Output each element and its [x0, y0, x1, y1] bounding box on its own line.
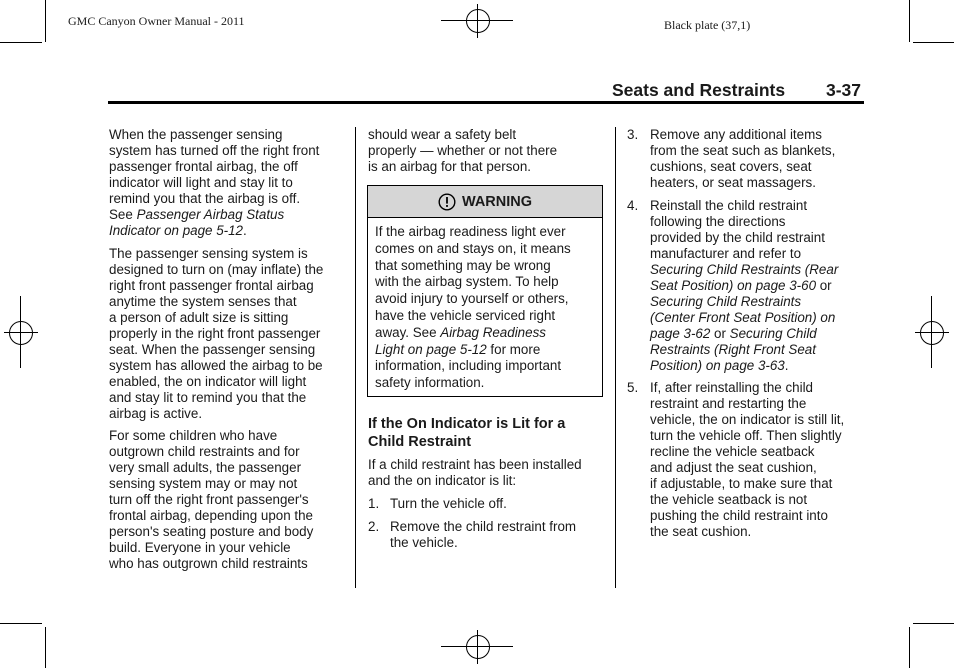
warning-header: [368, 186, 602, 218]
plate-label: Black plate (37,1): [664, 18, 751, 32]
crop-mark: [0, 623, 42, 624]
subsection-heading: If the On Indicator is Lit for a Child Restraint: [368, 416, 566, 450]
cross-reference: Securing Child Restraints: [650, 294, 802, 309]
cross-reference: Passenger Airbag Status: [136, 207, 285, 222]
step-1: Turn the vehicle off.: [390, 496, 507, 511]
step-3: Remove any additional items from the seat such as blankets, cushions, seat covers, seat heaters, or seat massagers.: [650, 127, 836, 190]
cross-reference: page 3-62: [650, 326, 711, 341]
warning-title: WARNING: [461, 193, 533, 210]
crop-mark: [45, 627, 46, 668]
crop-mark: [45, 0, 46, 42]
step-number: 2.: [368, 519, 380, 534]
section-title: Seats and Restraints: [612, 80, 786, 100]
cross-reference: Airbag Readiness: [440, 324, 546, 340]
cross-reference: Indicator on page 5-12: [109, 223, 244, 238]
header-rule: [108, 101, 864, 104]
step-number: 4.: [627, 198, 639, 213]
cross-reference: Securing Child: [729, 326, 817, 341]
column-divider: [355, 127, 356, 588]
warning-box: [367, 185, 603, 397]
crop-mark: [909, 0, 910, 42]
manual-title: GMC Canyon Owner Manual - 2011: [68, 14, 245, 28]
cross-reference: Light on page 5-12: [375, 341, 487, 357]
step-number: 1.: [368, 496, 380, 511]
col2-paragraph-1: should wear a safety belt properly — whether or not there is an airbag for that person.: [368, 127, 558, 174]
cross-reference: (Center Front Seat Position) on: [650, 310, 836, 325]
step-number: 3.: [627, 127, 639, 142]
col2-paragraph-2: If a child restraint has been installed and the on indicator is lit:: [368, 457, 582, 488]
cross-reference: Restraints (Right Front Seat: [650, 342, 816, 357]
crop-mark: [0, 42, 42, 43]
step-2: Remove the child restraint from the vehicle.: [390, 519, 577, 550]
warning-text: If the airbag readiness light ever comes on and stays on, it means that something may be wrong with the airbag system. To help avoid injury to yourself or others, have the vehicle serviced right away. See Airbag Readiness Light on page 5-12 for more information, including important safety information.: [375, 224, 571, 391]
crop-mark: [909, 627, 910, 668]
warning-icon: [438, 193, 456, 211]
col1-paragraph-2: The passenger sensing system is designed to turn on (may inflate) the right front passenger frontal airbag anytime the system senses that a person of adult size is sitting properly in the right front passenger seat. When the passenger sensing system has allowed the airbag to be enabled, the on indicator will light and stay lit to remind you that the airbag is active.: [109, 246, 324, 421]
cross-reference: Position) on page 3-63: [650, 358, 785, 373]
cross-reference: Seat Position) on page 3-60: [650, 278, 817, 293]
step-4: Reinstall the child restraint following the directions provided by the child restraint manufacturer and refer to Securing Child Restraints (Rear Seat Position) on page 3-60 or Securing Child Restraints (Center Front Seat Position) on page 3-62 or Securing Child Restraints (Right Front Seat Position) on page 3-63.: [650, 198, 839, 373]
column-divider: [615, 127, 616, 588]
col1-paragraph-3: For some children who have outgrown child restraints and for very small adults, the passenger sensing system may or may not turn off the right front passenger's frontal airbag, depending upon the person's seating posture and body build. Everyone in your vehicle who has outgrown child restraints: [109, 428, 314, 571]
crop-mark: [913, 42, 954, 43]
step-number: 5.: [627, 380, 639, 395]
step-5: If, after reinstalling the child restraint and restarting the vehicle, the on indicator is still lit, turn the vehicle off. Then slightly recline the vehicle seatback and adjust the seat cushion, if adjustable, to make sure that the vehicle seatback is not pushing the child restraint into the seat cushion.: [650, 380, 845, 539]
page-number: 3-37: [826, 80, 862, 100]
cross-reference: Securing Child Restraints (Rear: [650, 262, 839, 277]
crop-mark: [913, 623, 954, 624]
col1-paragraph-1: When the passenger sensing system has turned off the right front passenger frontal airbag, the off indicator will light and stay lit to remind you that the airbag is off. See Passenger Airbag Status Indicator on page 5-12.: [109, 127, 320, 238]
